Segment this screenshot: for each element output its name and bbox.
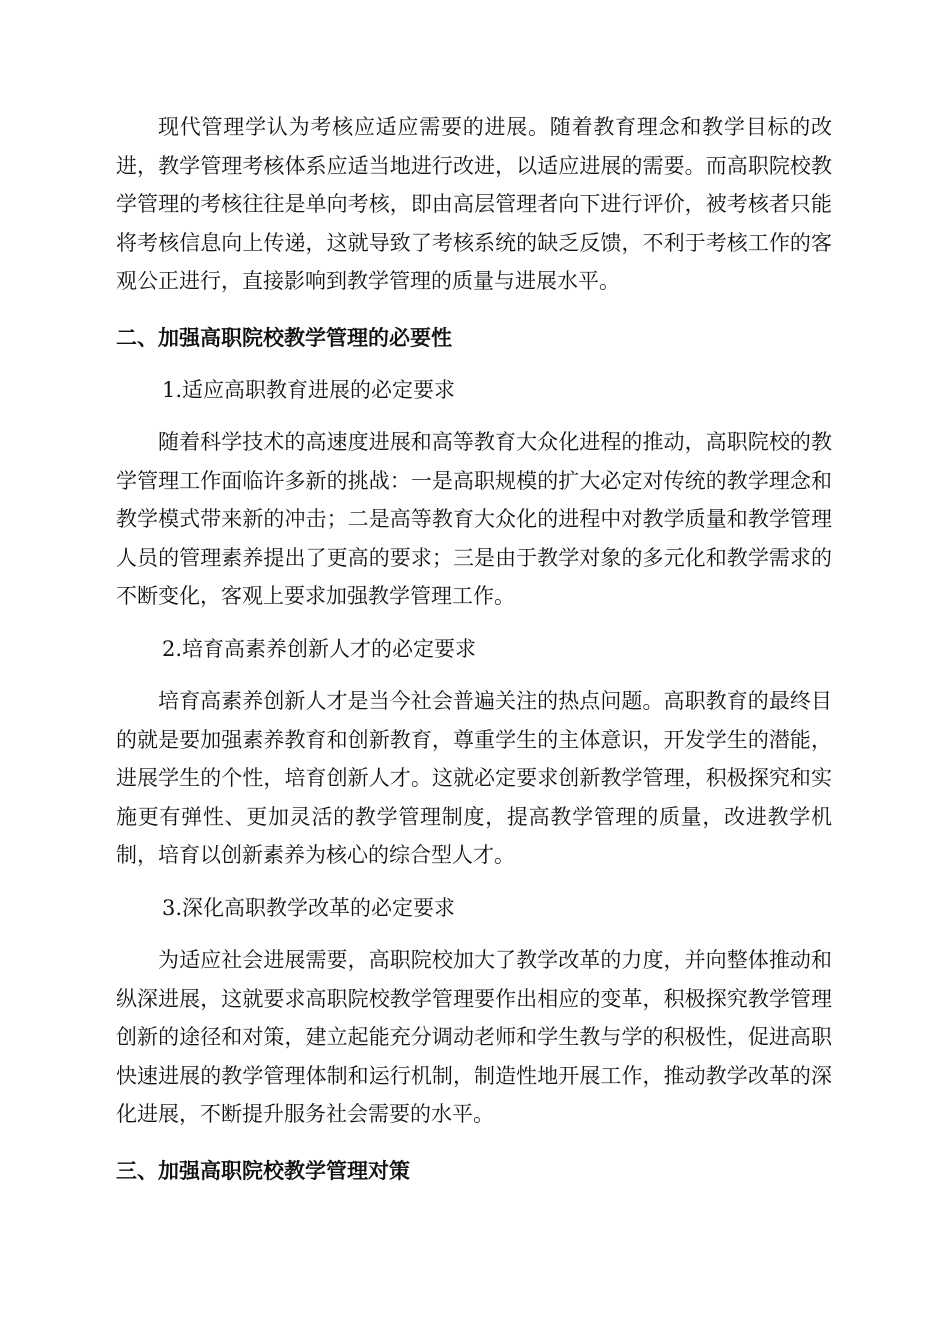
body-paragraph: 为适应社会进展需要，高职院校加大了教学改革的力度，并向整体推动和纵深进展，这就要求高职院校教学管理要作出相应的变革，积极探究教学管理创新的途径和对策，建立起能充分调动老师和学生教与学的积极性，促进高职快速进展的教学管理体制和运行机制，制造性地开展工作，推动教学改革的深化进展，不断提升服务社会需要的水平。 <box>116 947 832 1127</box>
subsection-heading: 1.适应高职教育进展的必定要求 <box>162 377 456 402</box>
body-paragraph: 培育高素养创新人才是当今社会普遍关注的热点问题。高职教育的最终目的就是要加强素养教育和创新教育，尊重学生的主体意识，开发学生的潜能，进展学生的个性，培育创新人才。这就必定要求创新教学管理，积极探究和实施更有弹性、更加灵活的教学管理制度，提高教学管理的质量，改进教学机制，培育以创新素养为核心的综合型人才。 <box>116 688 832 868</box>
section-heading: 二、加强高职院校教学管理的必要性 <box>116 325 452 350</box>
section-heading: 三、加强高职院校教学管理对策 <box>116 1158 410 1183</box>
document-page <box>116 108 832 1190</box>
subsection-heading: 2.培育高素养创新人才的必定要求 <box>162 636 477 661</box>
subsection-heading: 3.深化高职教学改革的必定要求 <box>162 895 456 920</box>
body-paragraph: 随着科学技术的高速度进展和高等教育大众化进程的推动，高职院校的教学管理工作面临许多新的挑战：一是高职规模的扩大必定对传统的教学理念和教学模式带来新的冲击；二是高等教育大众化的进程中对教学质量和教学管理人员的管理素养提出了更高的要求；三是由于教学对象的多元化和教学需求的不断变化，客观上要求加强教学管理工作。 <box>116 429 832 609</box>
body-paragraph: 现代管理学认为考核应适应需要的进展。随着教育理念和教学目标的改进，教学管理考核体系应适当地进行改进，以适应进展的需要。而高职院校教学管理的考核往往是单向考核，即由高层管理者向下进行评价，被考核者只能将考核信息向上传递，这就导致了考核系统的缺乏反馈，不利于考核工作的客观公正进行，直接影响到教学管理的质量与进展水平。 <box>116 115 832 294</box>
